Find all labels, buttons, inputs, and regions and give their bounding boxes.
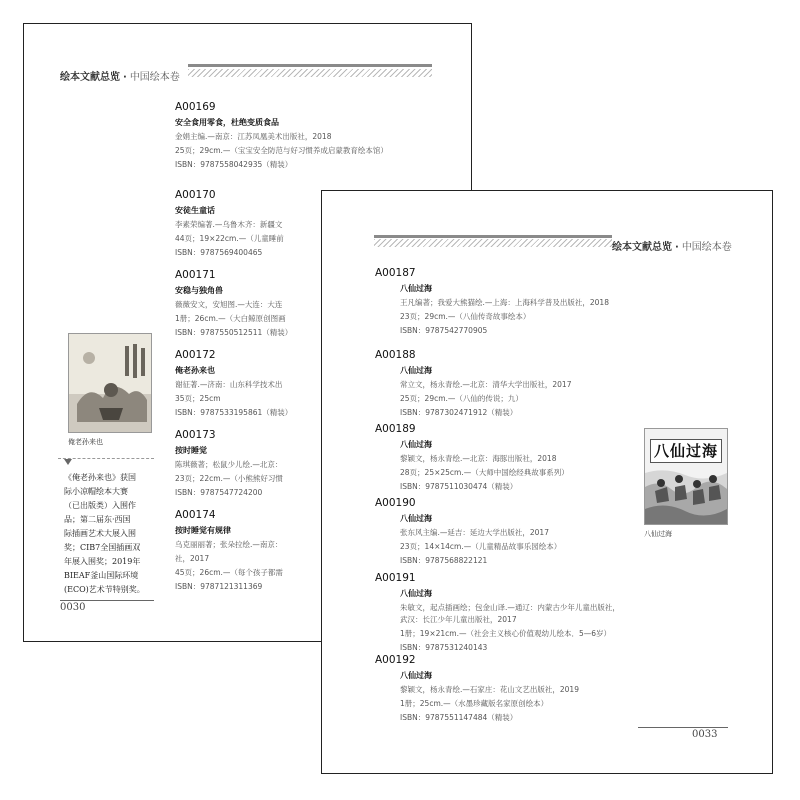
catalog-entry [375,571,622,655]
page-number: 0030 [60,602,86,613]
header-separator: · [123,72,127,83]
book-page-right [321,190,773,774]
thumbnail-caption: 八仙过海 [644,530,672,538]
entry-title: 八仙过海 [400,366,432,375]
note-line: 品；第二届东·西国 [64,515,131,524]
note-line: （已出版类）入围作 [64,501,136,510]
entry-code: A00171 [175,269,216,281]
entry-publication: 黎颖文，杨永青绘.—北京：海豚出版社，2018 [400,454,557,463]
entry-body [375,512,561,568]
entry-isbn: ISBN：9787551147484（精装） [400,713,518,722]
entry-code: A00189 [375,423,416,435]
entry-body [375,587,622,655]
entry-extent: 44页；19×22cm.—（儿童睡前 [175,234,284,243]
entry-title: 八仙过海 [400,284,432,293]
entry-code: A00188 [375,349,416,361]
header-title: 绘本文献总览 [60,72,120,83]
entry-extent: 1册；19×21cm.—（社会主义核心价值观幼儿绘本．5—6岁） [400,629,611,638]
entry-publication: 常立文，杨永青绘.—北京：清华大学出版社，2017 [400,380,572,389]
note-line: 年展入围奖；2019年 [64,557,141,566]
entry-isbn: ISBN：9787302471912（精装） [400,408,518,417]
entry-publication: 陈琪薇著；松鼠少儿绘.—北京： [175,460,283,469]
entry-code: A00174 [175,509,216,521]
entry-extent: 35页；25cm [175,394,221,403]
entry-body [375,438,569,494]
entry-isbn: ISBN：9787511030474（精装） [400,482,518,491]
entry-isbn: ISBN：9787547724200 [175,488,263,497]
entry-code: A00191 [375,572,416,584]
entry-publication: 金娟主编.—南京：江苏凤凰美术出版社，2018 [175,132,332,141]
running-header [612,238,732,253]
thumbnail-caption: 俺老孙来也 [68,438,103,446]
entry-isbn: ISBN：9787542770905 [400,326,488,335]
header-hatch-band [374,239,612,247]
entry-title: 八仙过海 [400,589,432,598]
entry-publication: 乌克丽丽著；张朵拉绘.—南京： [175,540,283,549]
running-header [60,68,180,83]
triangle-marker-icon [64,459,72,465]
entry-body [375,364,571,420]
entry-isbn: ISBN：9787121311369 [175,582,263,591]
header-rule [188,64,432,67]
entry-title: 安全食用零食，杜绝变质食品 [175,118,279,127]
entry-publication: 王凡编著；我爱大熊猫绘.—上海：上海科学普及出版社，2018 [400,298,609,307]
note-line: 际插画艺术大展入围 [64,529,136,538]
page-number-rule [60,600,154,601]
entry-title: 按时睡觉 [175,446,207,455]
entry-extent: 23页；14×14cm.—（儿童精品故事乐园绘本） [400,542,562,551]
entry-extent: 1册；25cm.—（水墨珍藏版名家原创绘本） [400,699,549,708]
page-number: 0033 [692,729,718,740]
note-line: 《俺老孙来也》获国 [64,473,136,482]
catalog-entry [375,422,569,494]
header-subtitle: 中国绘本卷 [681,242,732,253]
entry-body [375,669,579,725]
entry-isbn: ISBN：9787533195861（精装） [175,408,293,417]
entry-code: A00173 [175,429,216,441]
entry-publication: 张东风主编.—延吉：延边大学出版社，2017 [400,528,549,537]
entry-title: 安稳与独角兽 [175,286,223,295]
entry-code: A00170 [175,189,216,201]
cover-title: 八仙过海 [650,439,722,463]
entry-extent: 1册；26cm.—（大白鲸原创图画 [175,314,286,323]
entry-isbn: ISBN：9787569400465 [175,248,263,257]
catalog-entry [375,496,561,568]
entry-title: 安徒生童话 [175,206,215,215]
entry-isbn: ISBN：9787531240143 [400,643,488,652]
catalog-entry [375,266,622,338]
catalog-entry [175,508,283,594]
entry-publication: 谢征著.—济南：山东科学技术出 [175,380,283,389]
entry-publication: 朱敏文，起点插画绘；包金山译.—通辽：内蒙古少年儿童出版社，武汉：长江少年儿童出版社，2017 [400,603,620,624]
page-number-rule [638,727,728,728]
catalog-entry [175,100,397,172]
catalog-entry [175,268,292,340]
note-line: BIEAF釜山国际环境 [64,571,139,580]
catalog-entry [175,188,284,260]
note-line: 际小凉帽绘本大赛 [64,487,128,496]
entry-publication: 薇薇安文，安旭图.—大连：大连 [175,300,283,309]
catalog-entry [175,348,292,420]
entry-title: 八仙过海 [400,671,432,680]
header-separator: · [675,242,679,253]
entry-title: 按时睡觉有规律 [175,526,231,535]
book-cover-thumbnail [644,428,728,525]
entry-publication: 李素荣编著.—乌鲁木齐：新疆文 [175,220,283,229]
entry-publication: 黎颖文，杨永青绘.—石家庄：花山文艺出版社，2019 [400,685,579,694]
header-hatch-band [188,69,432,77]
note-line: 奖；CIB7全国插画双 [64,543,141,552]
entry-extent: 25页；29cm.—（八仙的传说；九） [400,394,523,403]
book-cover-illustration [645,429,727,524]
entry-body [375,282,622,338]
entry-code: A00190 [375,497,416,509]
note-divider [58,458,154,459]
book-cover-thumbnail [68,333,152,433]
catalog-entry [375,348,571,420]
header-subtitle: 中国绘本卷 [129,72,180,83]
entry-publication-cont: 社，2017 [175,554,210,563]
header-title: 绘本文献总览 [612,242,672,253]
entry-isbn: ISBN：9787568822121 [400,556,488,565]
catalog-entry [375,653,579,725]
entry-extent: 23页；29cm.—（八仙传奇故事绘本） [400,312,531,321]
entry-title: 八仙过海 [400,440,432,449]
entry-code: A00169 [175,101,216,113]
entry-code: A00172 [175,349,216,361]
award-note [64,471,160,597]
entry-isbn: ISBN：9787558042935（精装） [175,160,293,169]
book-cover-illustration [69,334,151,432]
catalog-entry [175,428,283,500]
entry-extent: 25页；29cm.—（宝宝安全防范与好习惯养成启蒙教育绘本馆） [175,146,388,155]
entry-title: 俺老孙来也 [175,366,215,375]
entry-extent: 45页；26cm.—（每个孩子都需 [175,568,283,577]
entry-code: A00187 [375,267,416,279]
entry-code: A00192 [375,654,416,666]
entry-extent: 28页；25×25cm.—（大师中国绘经典故事系列） [400,468,569,477]
header-rule [374,235,612,238]
entry-isbn: ISBN：9787550512511（精装） [175,328,293,337]
entry-extent: 23页；22cm.—（小熊熊好习惯 [175,474,283,483]
note-line: (ECO)艺术节特别奖。 [64,585,145,594]
entry-title: 八仙过海 [400,514,432,523]
